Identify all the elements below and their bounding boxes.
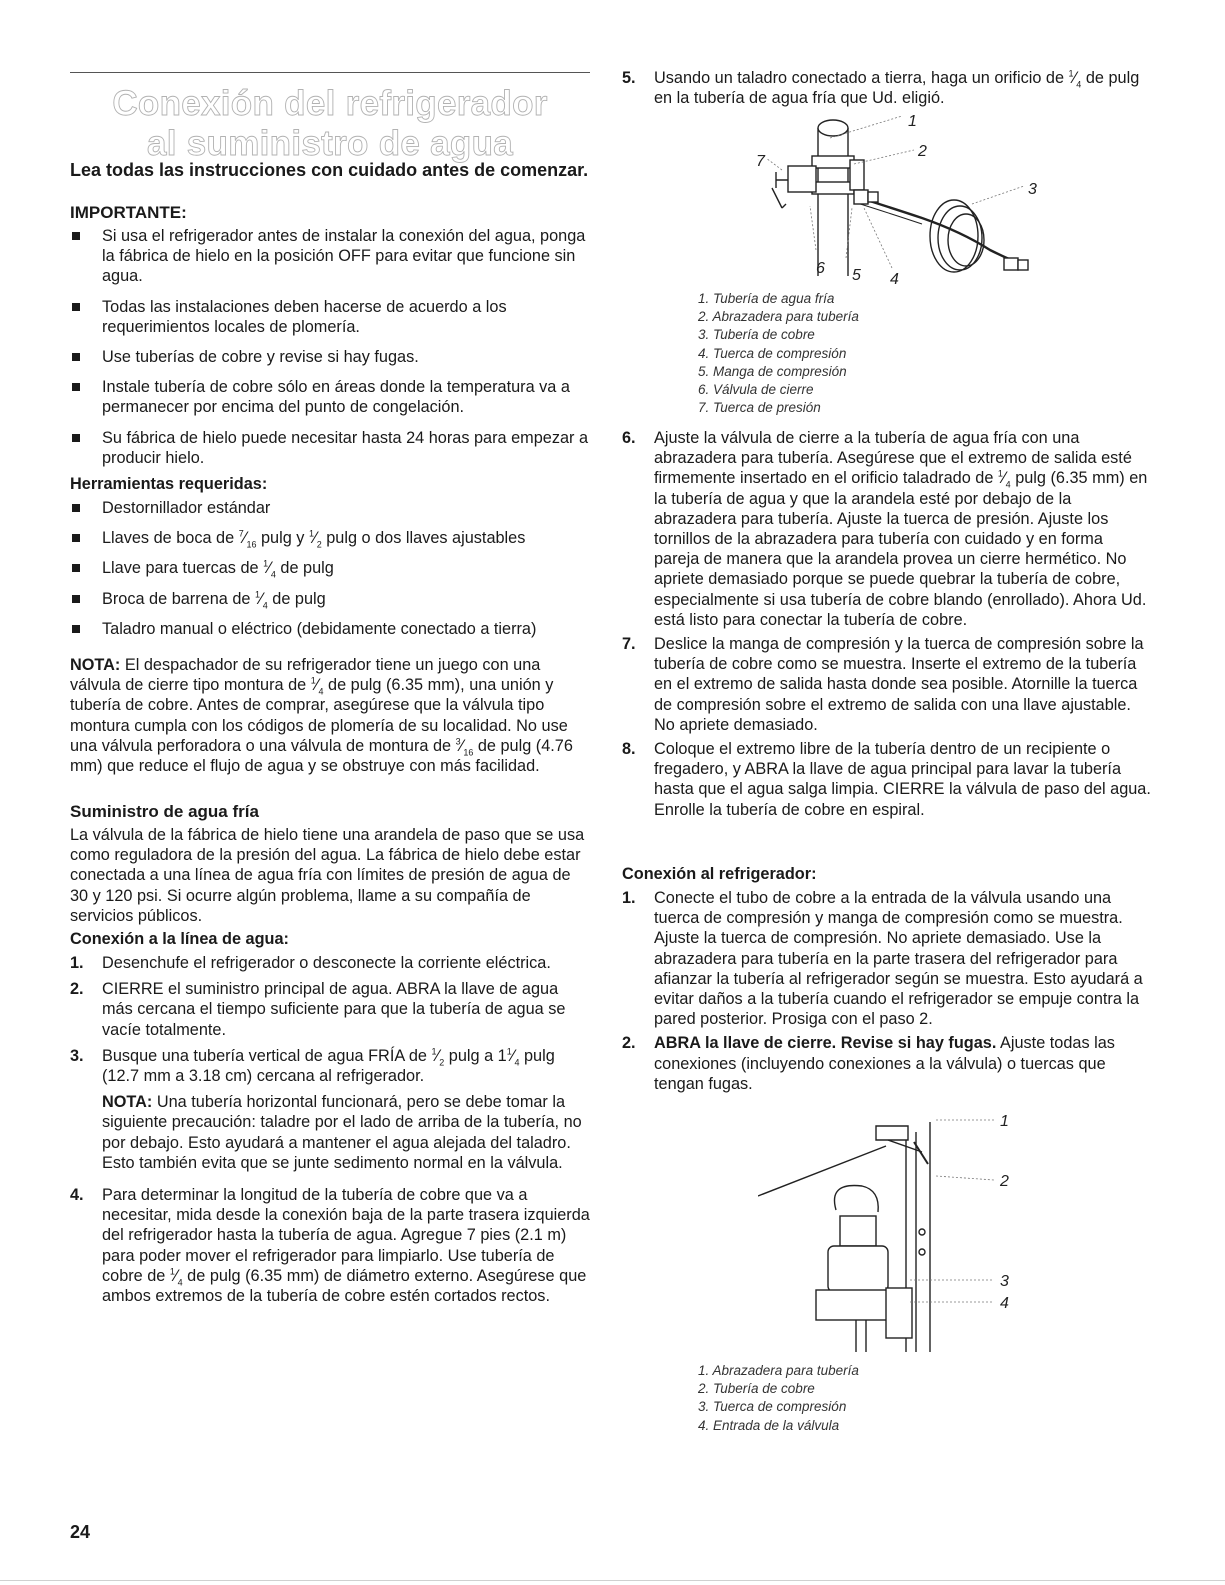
fridge-connection-steps xyxy=(622,888,1152,1094)
list-item: 8. Coloque el extremo libre de la tubería dentro de un recipiente o fregadero, y ABRA la llave de agua principal para lavar la tubería hasta que el agua salga limpia. CIERRE la válvula de paso del agua. Enrolle la tubería de cobre en espiral. xyxy=(622,740,1151,819)
list-item: Si usa el refrigerador antes de instalar la conexión del agua, ponga la fábrica de hielo en la posición OFF para evitar que funcione sin agua. xyxy=(70,226,590,287)
caption-item: 3. Tuerca de compresión xyxy=(698,1399,847,1415)
tools-list xyxy=(70,498,590,649)
important-label: IMPORTANTE: xyxy=(70,203,187,222)
list-item: Todas las instalaciones deben hacerse de acuerdo a los requerimientos locales de plomería. xyxy=(70,297,590,337)
figure-label: 7 xyxy=(756,153,765,170)
note-paragraph: NOTA: Una tubería horizontal funcionará, pero se debe tomar la siguiente precaución: taladre por el lado de arriba de la tubería, no por debajo. Esto ayudará a mantener el agua alejada del taladro. Esto también evita que se junte sedimento normal en la válvula. xyxy=(102,1093,582,1172)
list-item: Use tuberías de cobre y revise si hay fugas. xyxy=(70,347,590,367)
note-paragraph: NOTA: El despachador de su refrigerador tiene un juego con una válvula de cierre tipo montura de $^1⁄_4$ de pulg (6.35 mm), una unión y tubería de cobre. Antes de comprar, asegúrese que la válvula tipo montura cumpla con los códigos de plomería de su localidad. No use una válvula perforadora o una válvula de montura de $^3⁄_{16}$ de pulg (4.76 mm) que reduce el flujo de agua y se obstruye con más facilidad. xyxy=(70,656,573,776)
page-title: Conexión del refrigerador al suministro de agua xyxy=(112,84,548,163)
caption-item: 5. Manga de compresión xyxy=(698,363,847,379)
list-item: 1. Desenchufe el refrigerador o desconecte la corriente eléctrica. xyxy=(70,954,551,972)
caption-item: 7. Tuerca de presión xyxy=(698,400,821,416)
tools-heading: Herramientas requeridas: xyxy=(70,475,268,493)
figure-label: 4 xyxy=(890,271,899,286)
valve-steps xyxy=(622,428,1152,820)
cold-water-heading: Suministro de agua fría xyxy=(70,802,259,821)
caption-item: 2. Abrazadera para tubería xyxy=(698,309,859,325)
list-item: Broca de barrena de $^1⁄_4$ de pulg xyxy=(70,589,590,609)
list-item: 5. Usando un taladro conectado a tierra, haga un orificio de $^1⁄_4$ de pulg en la tubería de agua fría que Ud. eligió. xyxy=(622,68,1140,108)
figure-label: 3 xyxy=(1000,1273,1009,1290)
list-item: 1. Conecte el tubo de cobre a la entrada de la válvula usando una tuerca de compresión y manga de compresión como se muestra. Ajuste la tuerca de compresión. No apriete demasiado. Use la abrazadera para tubería en la parte trasera del refrigerador para afianzar la tubería al refrigerador según se muestra. Esto ayudará a evitar daños a la tubería cuando el refrigerador se empuje contra la pared posterior. Prosiga con el paso 2. xyxy=(622,889,1143,1029)
figure-caption-list xyxy=(698,1362,1225,1435)
drill-step xyxy=(622,68,1152,108)
caption-item: 3. Tubería de cobre xyxy=(698,327,815,343)
figure-label: 5 xyxy=(852,267,861,284)
bottom-rule xyxy=(0,1580,1225,1581)
saddle-valve-diagram xyxy=(742,108,1042,286)
figure-label: 4 xyxy=(1000,1295,1009,1312)
list-item: Taladro manual o eléctrico (debidamente conectado a tierra) xyxy=(70,619,590,639)
list-item: 7. Deslice la manga de compresión y la tuerca de compresión sobre la tubería de cobre como se muestra. Inserte el extremo de la tubería en el extremo de salida hasta donde sea posible. Atornille la tuerca de compresión sobre el extremo de salida con una llave ajustable. No apriete demasiado. xyxy=(622,635,1144,734)
list-item: Llaves de boca de $^7⁄_{16}$ pulg y $^1⁄_2$ pulg o dos llaves ajustables xyxy=(70,528,590,548)
list-item: 6. Ajuste la válvula de cierre a la tubería de agua fría con una abrazadera para tubería. Asegúrese que el extremo de salida esté firmemente insertado en el orificio taladrado de $^1⁄_4$ pulg (6.35 mm) en la tubería de agua y que la arandela esté por debajo de la abrazadera para tubería. Ajuste la tuerca de presión. Ajuste los tornillos de la abrazadera para tubería con cuidado y en forma pareja de manera que la arandela provea un cierre hermético. No apriete demasiado porque se puede quebrar la tubería de cobre, especialmente si usa tubería de cobre blando (enrollado). Ahora Ud. está listo para conectar la tubería de cobre. xyxy=(622,429,1148,629)
fridge-connection-heading: Conexión al refrigerador: xyxy=(622,865,817,883)
caption-item: 4. Tuerca de compresión xyxy=(698,345,847,361)
caption-item: 6. Válvula de cierre xyxy=(698,382,814,398)
list-item: 4. Para determinar la longitud de la tubería de cobre que va a necesitar, mida desde la conexión baja de la parte trasera izquierda del refrigerador hasta la tubería de agua. Agregue 7 pies (2.1 m) para poder mover el refrigerador para limpiarlo. Use tubería de cobre de $^1⁄_4$ de pulg (6.35 mm) de diámetro externo. Asegúrese que ambos extremos de la tubería de cobre estén cortados rectos. xyxy=(70,1186,590,1306)
water-line-heading: Conexión a la línea de agua: xyxy=(70,930,289,948)
figure-label: 6 xyxy=(816,260,825,277)
list-item: 3. Busque una tubería vertical de agua FRÍA de $^1⁄_2$ pulg a $1^1⁄_4$ pulg (12.7 mm a 3.18 cm) cercana al refrigerador. NOTA: Una tubería horizontal funcionará, pero se debe tomar la siguiente precaución: taladre por el lado de arriba de la tubería, no por debajo. Esto ayudará a mantener el agua alejada del taladro. Esto también evita que se junte sedimento normal en la válvula. xyxy=(70,1046,590,1173)
top-rule xyxy=(70,72,590,73)
caption-item: 2. Tubería de cobre xyxy=(698,1381,815,1397)
important-list xyxy=(70,226,590,478)
page-number: 24 xyxy=(70,1522,91,1542)
caption-item: 1. Abrazadera para tubería xyxy=(698,1363,859,1378)
list-item: 2. ABRA la llave de cierre. Revise si hay fugas. Ajuste todas las conexiones (incluyendo conexiones a la válvula) o tuercas que tengan fugas. xyxy=(622,1034,1115,1093)
figure-label: 1 xyxy=(1000,1113,1009,1130)
list-item: Su fábrica de hielo puede necesitar hasta 24 horas para empezar a producir hielo. xyxy=(70,428,590,468)
figure-label: 2 xyxy=(1000,1173,1009,1190)
figure-caption-list xyxy=(698,290,1225,417)
water-line-steps xyxy=(70,953,590,1306)
list-item: 2. CIERRE el suministro principal de agua. ABRA la llave de agua más cercana el tiempo suficiente para que la tubería de agua se vacíe totalmente. xyxy=(70,980,566,1039)
caption-item: 4. Entrada de la válvula xyxy=(698,1417,840,1433)
caption-item: 1. Tubería de agua fría xyxy=(698,291,835,306)
valve-inlet-diagram xyxy=(758,1112,1018,1360)
list-item: Llave para tuercas de $^1⁄_4$ de pulg xyxy=(70,558,590,578)
figure-label: 1 xyxy=(908,113,917,130)
lead-instruction: Lea todas las instrucciones con cuidado antes de comenzar. xyxy=(70,160,589,180)
cold-water-body: La válvula de la fábrica de hielo tiene una arandela de paso que se usa como reguladora de la presión del agua. La fábrica de hielo debe estar conectada a una línea de agua fría con límites de presión de agua de 30 y 120 psi. Si ocurre algún problema, llame a su compañía de servicios públicos. xyxy=(70,826,585,925)
list-item: Instale tubería de cobre sólo en áreas donde la temperatura va a permanecer por encima del punto de congelación. xyxy=(70,377,590,417)
list-item: Destornillador estándar xyxy=(70,498,590,518)
figure-label: 3 xyxy=(1028,181,1037,198)
figure-label: 2 xyxy=(918,143,927,160)
